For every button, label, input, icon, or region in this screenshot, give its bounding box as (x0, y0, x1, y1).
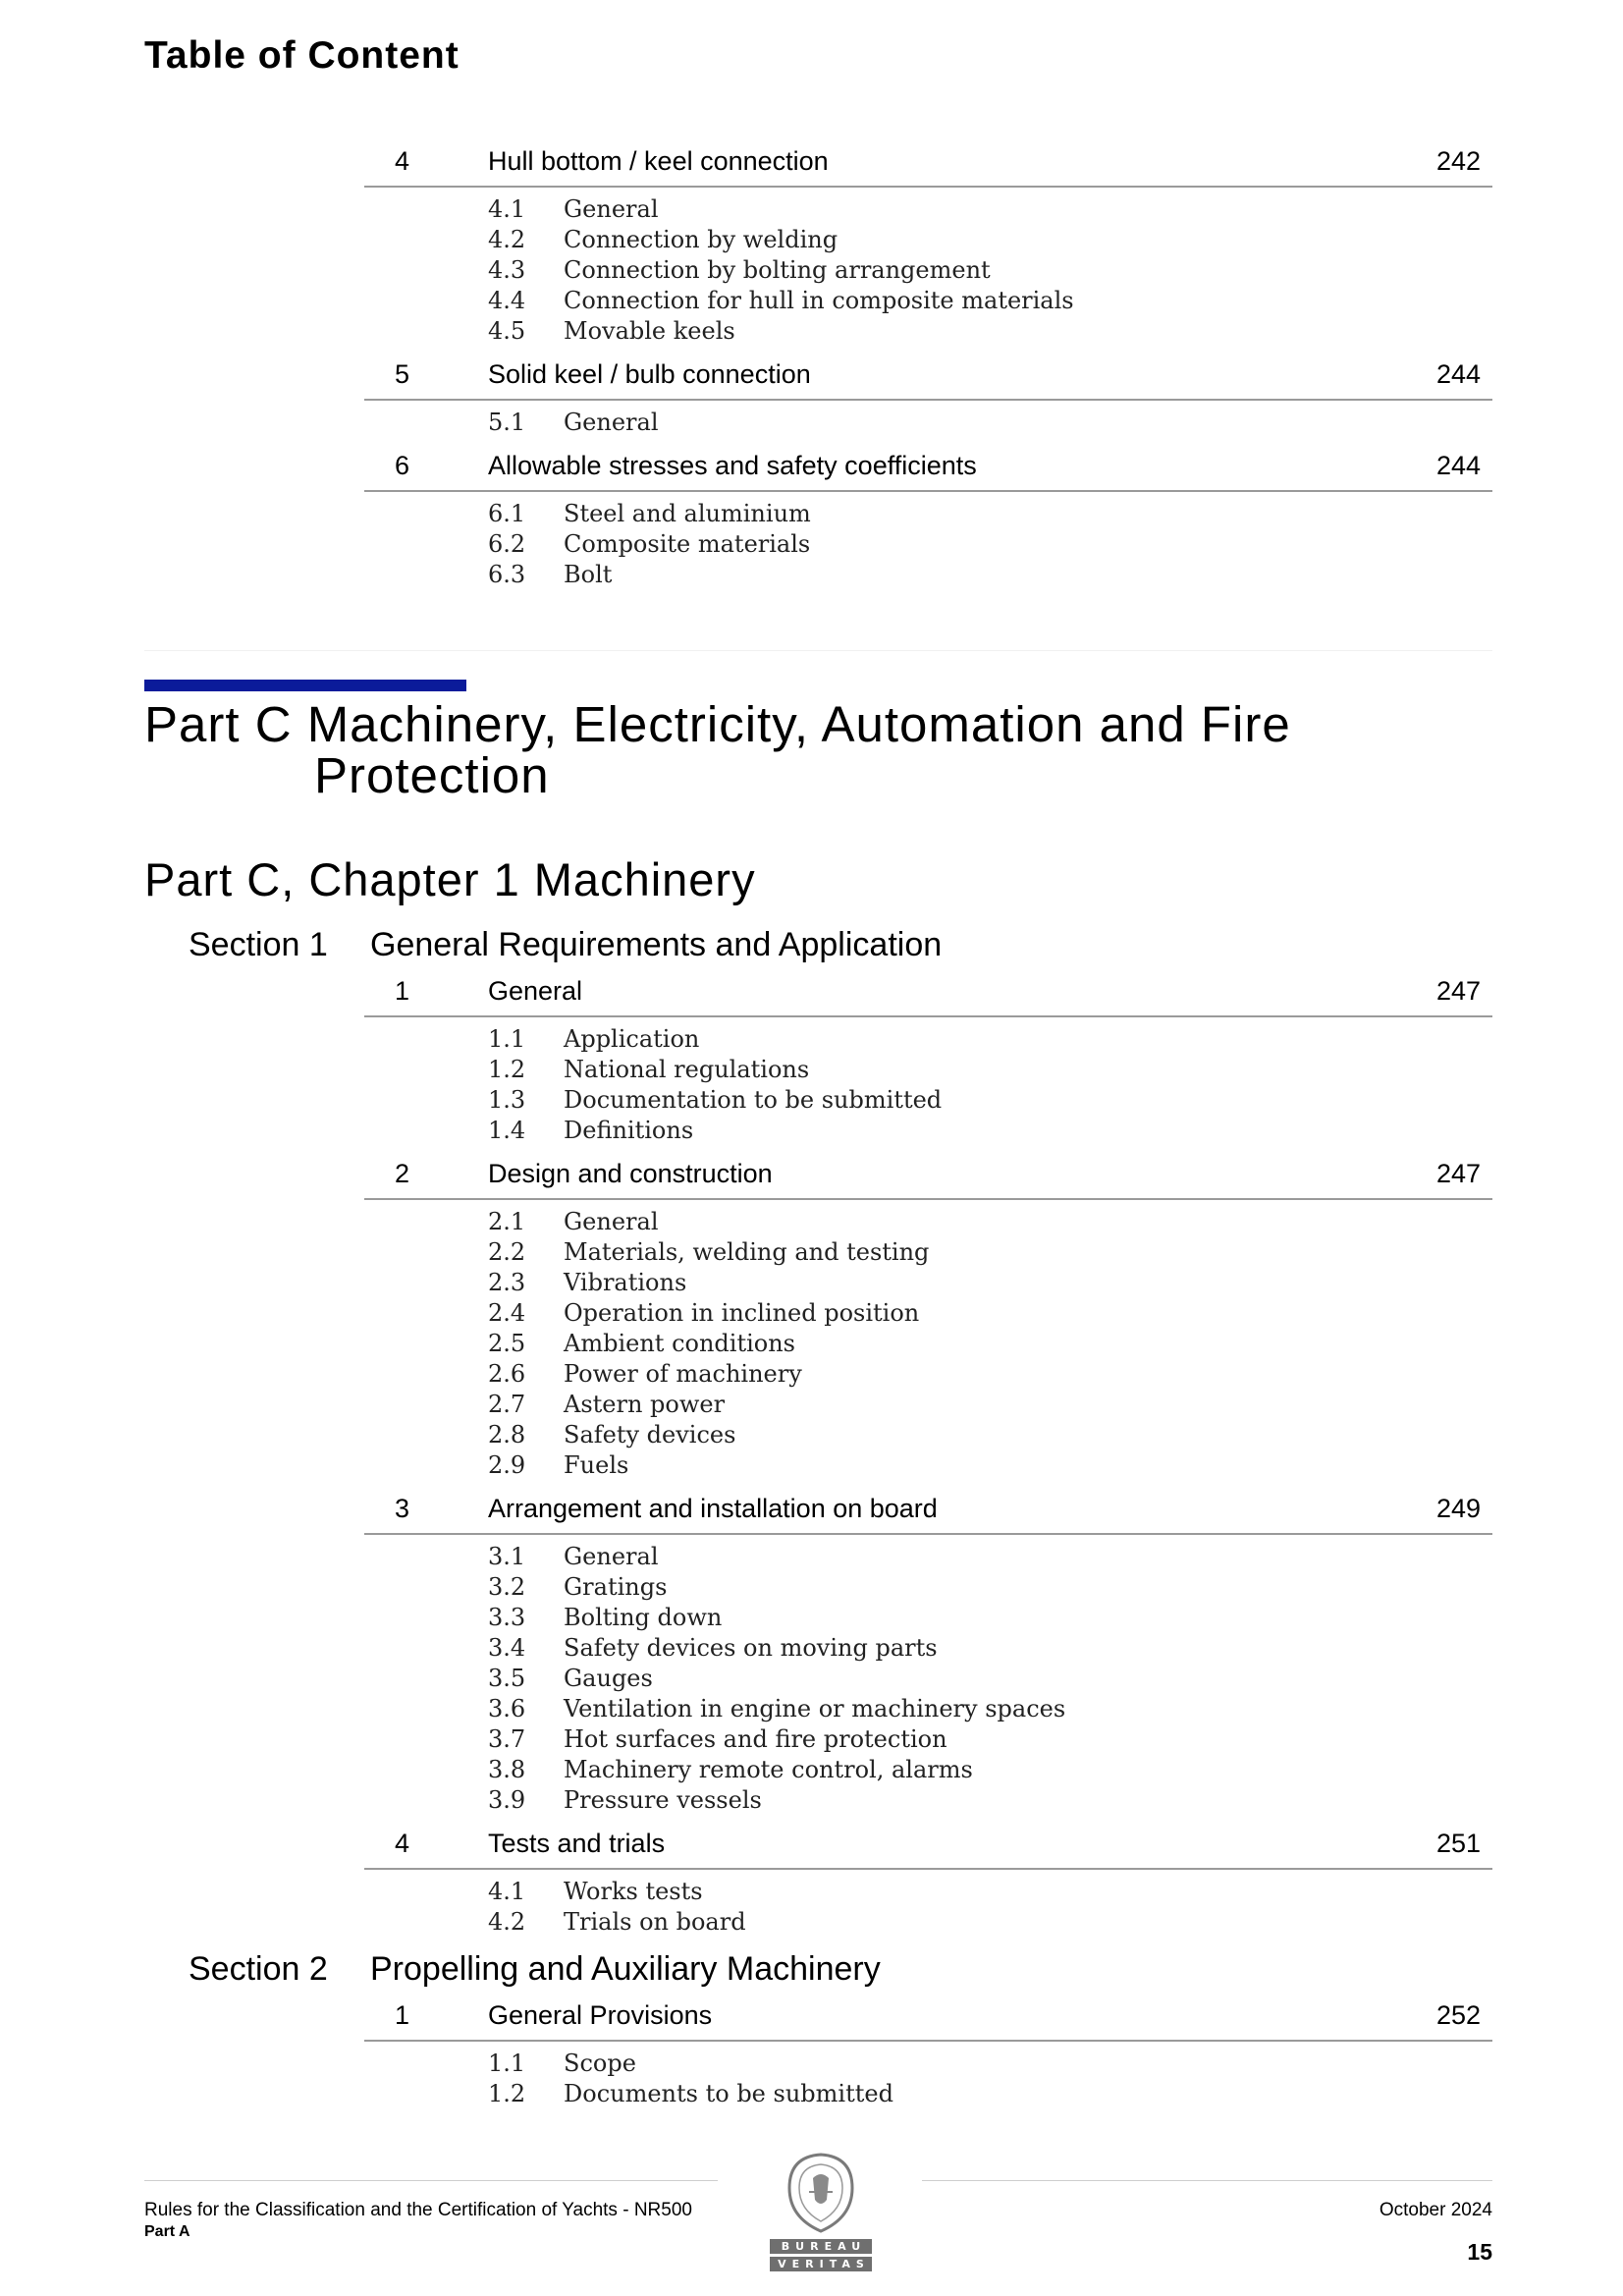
sub-title: Ventilation in engine or machinery spaces (564, 1695, 1066, 1722)
toc-sub-item[interactable] (144, 1604, 1492, 1634)
divider (364, 2040, 1492, 2042)
toc-sub-item[interactable] (144, 195, 1492, 226)
toc-header: Table of Content (144, 34, 460, 77)
sub-list (144, 1201, 1492, 1492)
toc-sub-item[interactable] (144, 530, 1492, 561)
sub-number: 2.6 (488, 1360, 526, 1388)
toc-sub-item[interactable] (144, 287, 1492, 317)
sub-title: General (564, 409, 659, 436)
toc-sub-item[interactable] (144, 1756, 1492, 1786)
sub-list (144, 1871, 1492, 1948)
sub-title: Bolt (564, 561, 613, 588)
sub-title: General (564, 195, 659, 223)
toc-sub-item[interactable] (144, 256, 1492, 287)
section-title: General Requirements and Application (370, 926, 943, 963)
sub-number: 3.4 (488, 1634, 526, 1662)
chapter-title[interactable]: Part C, Chapter 1 Machinery (144, 853, 756, 905)
divider (144, 650, 1492, 651)
toc-sub-item[interactable] (144, 317, 1492, 348)
sub-title: Astern power (564, 1391, 726, 1418)
article-page: 244 (1435, 359, 1481, 389)
article-number: 4 (395, 146, 410, 176)
toc-sub-item[interactable] (144, 1695, 1492, 1725)
sub-list (144, 1536, 1492, 1827)
toc-sub-item[interactable] (144, 1299, 1492, 1330)
part-title-line2: Protection (314, 747, 550, 803)
article-number: 1 (395, 976, 410, 1006)
toc-sub-item[interactable] (144, 1665, 1492, 1695)
footer-part-label: Part A (144, 2223, 190, 2240)
article-page: 247 (1435, 976, 1481, 1006)
sub-title: Vibrations (564, 1269, 687, 1296)
sub-title: Ambient conditions (564, 1330, 795, 1357)
sub-number: 2.3 (488, 1269, 526, 1296)
sub-title: Trials on board (564, 1908, 746, 1936)
divider (364, 186, 1492, 188)
toc-sub-item[interactable] (144, 1056, 1492, 1086)
sub-number: 2.7 (488, 1391, 526, 1418)
sub-title: Pressure vessels (564, 1786, 762, 1814)
article-number: 4 (395, 1829, 410, 1858)
toc-sub-item[interactable] (144, 1421, 1492, 1451)
section-2-articles (144, 1998, 1492, 2120)
sub-title: Fuels (564, 1451, 629, 1479)
article-page: 252 (1435, 2000, 1481, 2030)
sub-number: 2.5 (488, 1330, 526, 1357)
toc-article-row[interactable] (144, 1998, 1492, 2043)
sub-number: 6.2 (488, 530, 526, 558)
article-title: General (488, 976, 583, 1006)
article-title: General Provisions (488, 2000, 713, 2030)
toc-sub-item[interactable] (144, 1330, 1492, 1360)
article-page: 251 (1435, 1829, 1481, 1858)
toc-sub-item[interactable] (144, 1786, 1492, 1817)
top-articles (144, 144, 1492, 601)
footer-document-title: Rules for the Classification and the Certification of Yachts - NR500 (144, 2200, 692, 2220)
sub-number: 2.1 (488, 1208, 526, 1235)
toc-sub-item[interactable] (144, 1573, 1492, 1604)
toc-sub-item[interactable] (144, 1360, 1492, 1391)
sub-number: 4.5 (488, 317, 526, 345)
toc-sub-item[interactable] (144, 1269, 1492, 1299)
sub-number: 3.7 (488, 1725, 526, 1753)
article-number: 2 (395, 1159, 410, 1188)
sub-number: 1.3 (488, 1086, 526, 1114)
toc-sub-item[interactable] (144, 1725, 1492, 1756)
sub-title: Composite materials (564, 530, 811, 558)
toc-sub-item[interactable] (144, 1238, 1492, 1269)
article-title: Hull bottom / keel connection (488, 146, 829, 176)
sub-number: 1.2 (488, 1056, 526, 1083)
sub-title: Hot surfaces and fire protection (564, 1725, 947, 1753)
toc-sub-item[interactable] (144, 1208, 1492, 1238)
toc-sub-item[interactable] (144, 1117, 1492, 1147)
article-number: 5 (395, 359, 410, 389)
toc-sub-item[interactable] (144, 1878, 1492, 1908)
toc-sub-item[interactable] (144, 1634, 1492, 1665)
sub-number: 2.9 (488, 1451, 526, 1479)
sub-number: 1.1 (488, 2050, 526, 2077)
sub-number: 1.4 (488, 1117, 526, 1144)
sub-title: Gauges (564, 1665, 653, 1692)
toc-sub-item[interactable] (144, 226, 1492, 256)
sub-number: 2.8 (488, 1421, 526, 1449)
sub-title: Power of machinery (564, 1360, 802, 1388)
sub-title: Machinery remote control, alarms (564, 1756, 973, 1783)
footer-divider (922, 2180, 1492, 2181)
sub-number: 2.4 (488, 1299, 526, 1327)
toc-sub-item[interactable] (144, 1908, 1492, 1939)
sub-title: Materials, welding and testing (564, 1238, 930, 1266)
toc-article-row[interactable] (144, 1827, 1492, 1871)
toc-sub-item[interactable] (144, 1451, 1492, 1482)
footer-date: October 2024 (1379, 2200, 1492, 2220)
sub-title: Safety devices on moving parts (564, 1634, 938, 1662)
sub-number: 6.3 (488, 561, 526, 588)
sub-title: Connection for hull in composite materials (564, 287, 1074, 314)
sub-title: National regulations (564, 1056, 810, 1083)
footer-divider (144, 2180, 718, 2181)
sub-title: Operation in inclined position (564, 1299, 920, 1327)
article-title: Solid keel / bulb connection (488, 359, 811, 389)
sub-number: 3.8 (488, 1756, 526, 1783)
section-label: Section 2 (189, 1950, 328, 1988)
sub-title: Application (564, 1025, 700, 1053)
sub-number: 4.2 (488, 1908, 526, 1936)
sub-number: 1.1 (488, 1025, 526, 1053)
divider (364, 1533, 1492, 1535)
article-number: 1 (395, 2000, 410, 2030)
toc-article-row[interactable] (144, 974, 1492, 1018)
page-number: 15 (1467, 2239, 1492, 2265)
sub-list (144, 493, 1492, 601)
toc-sub-item[interactable] (144, 2080, 1492, 2110)
sub-list (144, 2043, 1492, 2120)
toc-article-row[interactable] (144, 357, 1492, 402)
part-title-line1: Part C Machinery, Electricity, Automation and Fire (144, 696, 1291, 752)
sub-number: 3.3 (488, 1604, 526, 1631)
article-title: Design and construction (488, 1159, 773, 1188)
sub-title: Definitions (564, 1117, 694, 1144)
logo-text-line2: VERITAS (770, 2257, 872, 2271)
toc-sub-item[interactable] (144, 1543, 1492, 1573)
sub-title: Safety devices (564, 1421, 736, 1449)
sub-number: 2.2 (488, 1238, 526, 1266)
section-title: Propelling and Auxiliary Machinery (370, 1950, 881, 1988)
section-1-articles (144, 974, 1492, 1948)
section-label: Section 1 (189, 926, 328, 963)
sub-number: 5.1 (488, 409, 526, 436)
divider (364, 1198, 1492, 1200)
sub-number: 3.2 (488, 1573, 526, 1601)
sub-number: 6.1 (488, 500, 526, 527)
toc-sub-item[interactable] (144, 2050, 1492, 2080)
sub-list (144, 1018, 1492, 1157)
logo-text-line1: BUREAU (770, 2239, 872, 2254)
sub-title: Movable keels (564, 317, 735, 345)
sub-number: 3.5 (488, 1665, 526, 1692)
toc-sub-item[interactable] (144, 1086, 1492, 1117)
bureau-veritas-logo (770, 2149, 872, 2274)
sub-list (144, 189, 1492, 357)
article-page: 244 (1435, 451, 1481, 480)
toc-sub-item[interactable] (144, 1025, 1492, 1056)
sub-title: Works tests (564, 1878, 703, 1905)
sub-title: General (564, 1208, 659, 1235)
article-title: Arrangement and installation on board (488, 1494, 938, 1523)
sub-list (144, 402, 1492, 449)
sub-number: 3.9 (488, 1786, 526, 1814)
sub-title: Scope (564, 2050, 636, 2077)
sub-title: Bolting down (564, 1604, 723, 1631)
part-accent-bar (144, 680, 466, 691)
toc-sub-item[interactable] (144, 500, 1492, 530)
article-title: Tests and trials (488, 1829, 666, 1858)
toc-sub-item[interactable] (144, 1391, 1492, 1421)
divider (364, 490, 1492, 492)
toc-article-row[interactable] (144, 144, 1492, 189)
section-heading[interactable] (144, 1950, 1492, 1994)
sub-title: Gratings (564, 1573, 668, 1601)
sub-title: Documentation to be submitted (564, 1086, 943, 1114)
sub-number: 3.1 (488, 1543, 526, 1570)
part-title[interactable] (144, 696, 1291, 803)
divider (364, 1015, 1492, 1017)
sub-title: Connection by welding (564, 226, 839, 253)
article-page: 249 (1435, 1494, 1481, 1523)
sub-number: 4.3 (488, 256, 526, 284)
sub-number: 1.2 (488, 2080, 526, 2107)
section-heading[interactable] (144, 926, 1492, 969)
toc-article-row[interactable] (144, 449, 1492, 493)
sub-number: 4.2 (488, 226, 526, 253)
divider (364, 1868, 1492, 1870)
article-number: 3 (395, 1494, 410, 1523)
toc-sub-item[interactable] (144, 409, 1492, 439)
sub-number: 4.1 (488, 195, 526, 223)
sub-title: Documents to be submitted (564, 2080, 893, 2107)
article-title: Allowable stresses and safety coefficients (488, 451, 977, 480)
seal-icon (770, 2149, 872, 2239)
sub-title: General (564, 1543, 659, 1570)
toc-sub-item[interactable] (144, 561, 1492, 591)
article-number: 6 (395, 451, 410, 480)
sub-title: Connection by bolting arrangement (564, 256, 991, 284)
toc-article-row[interactable] (144, 1157, 1492, 1201)
article-page: 247 (1435, 1159, 1481, 1188)
sub-number: 3.6 (488, 1695, 526, 1722)
sub-number: 4.4 (488, 287, 526, 314)
sub-title: Steel and aluminium (564, 500, 811, 527)
toc-article-row[interactable] (144, 1492, 1492, 1536)
article-page: 242 (1435, 146, 1481, 176)
divider (364, 399, 1492, 401)
sub-number: 4.1 (488, 1878, 526, 1905)
